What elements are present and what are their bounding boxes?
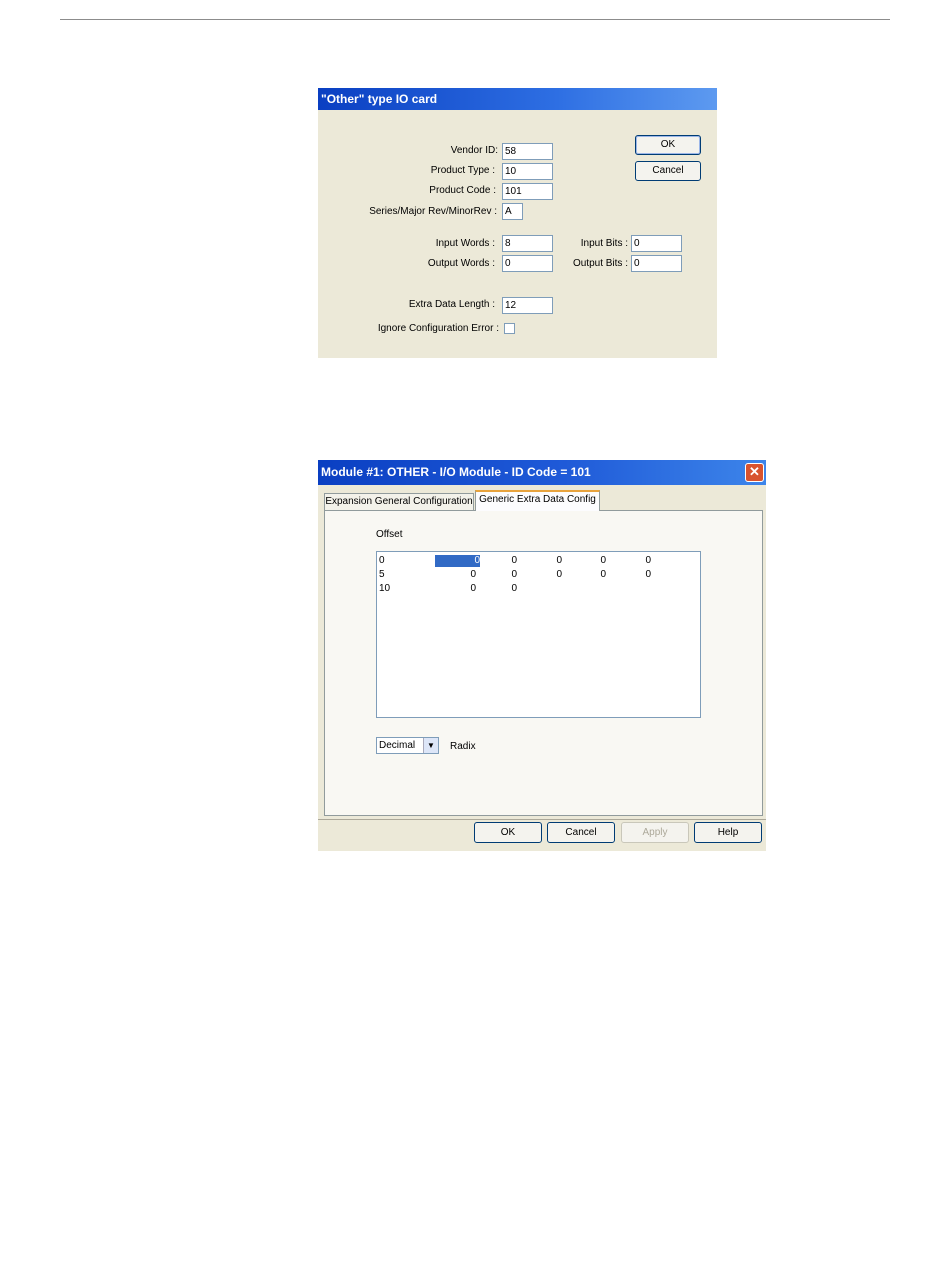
grid-cell[interactable]: 0	[600, 569, 606, 580]
tab-generic-extra-data-config[interactable]: Generic Extra Data Config	[475, 490, 600, 511]
dialog-title-bar	[318, 460, 766, 485]
extra-data-length-label: Extra Data Length :	[408, 299, 495, 310]
footer-divider	[318, 819, 766, 820]
extra-data-grid[interactable]	[376, 551, 701, 718]
other-type-io-card-dialog	[318, 88, 717, 358]
radix-select[interactable]	[376, 737, 439, 754]
grid-cell[interactable]: 0	[645, 569, 651, 580]
dialog-title-bar	[318, 88, 717, 110]
cancel-button[interactable]: Cancel	[635, 161, 701, 181]
grid-cell[interactable]: 0	[556, 555, 562, 566]
radix-label: Radix	[450, 741, 476, 752]
chevron-down-icon[interactable]: ▼	[423, 738, 438, 753]
row-offset: 0	[379, 555, 385, 566]
series-rev-field[interactable]: A	[502, 203, 523, 220]
output-words-label: Output Words :	[427, 258, 495, 269]
output-bits-field[interactable]: 0	[631, 255, 682, 272]
output-bits-label: Output Bits :	[572, 258, 628, 269]
grid-cell[interactable]: 0	[470, 583, 476, 594]
product-type-label: Product Type :	[430, 165, 495, 176]
grid-cell[interactable]: 0	[600, 555, 606, 566]
dialog-title: Module #1: OTHER - I/O Module - ID Code = 101	[321, 465, 591, 479]
product-code-field[interactable]: 101	[502, 183, 553, 200]
apply-button[interactable]: Apply	[621, 822, 689, 843]
cancel-button[interactable]: Cancel	[547, 822, 615, 843]
grid-cell[interactable]: 0	[511, 583, 517, 594]
tab-expansion-general-configuration[interactable]: Expansion General Configuration	[324, 493, 474, 511]
offset-label: Offset	[376, 529, 403, 540]
grid-cell[interactable]: 0	[511, 555, 517, 566]
module-config-dialog	[318, 460, 766, 851]
product-type-field[interactable]: 10	[502, 163, 553, 180]
product-code-label: Product Code :	[429, 185, 496, 196]
row-offset: 5	[379, 569, 385, 580]
input-words-label: Input Words :	[435, 238, 495, 249]
extra-data-length-field[interactable]: 12	[502, 297, 553, 314]
close-icon[interactable]: ✕	[745, 463, 764, 482]
dialog-title: "Other" type IO card	[321, 92, 438, 106]
input-bits-label: Input Bits :	[580, 238, 628, 249]
grid-cell[interactable]: 0	[556, 569, 562, 580]
ignore-config-error-label: Ignore Configuration Error :	[377, 323, 499, 334]
ignore-config-error-checkbox[interactable]	[504, 323, 515, 334]
help-button[interactable]: Help	[694, 822, 762, 843]
vendor-id-field[interactable]: 58	[502, 143, 553, 160]
vendor-id-label: Vendor ID:	[450, 145, 498, 156]
ok-button[interactable]: OK	[474, 822, 542, 843]
input-words-field[interactable]: 8	[502, 235, 553, 252]
input-bits-field[interactable]: 0	[631, 235, 682, 252]
row-offset: 10	[379, 583, 391, 594]
output-words-field[interactable]: 0	[502, 255, 553, 272]
grid-cell[interactable]: 0	[645, 555, 651, 566]
page-header-rule	[60, 19, 890, 20]
grid-cell[interactable]: 0	[435, 555, 480, 567]
series-rev-label: Series/Major Rev/MinorRev :	[369, 206, 497, 217]
ok-button[interactable]: OK	[635, 135, 701, 155]
grid-cell[interactable]: 0	[470, 569, 476, 580]
grid-cell[interactable]: 0	[511, 569, 517, 580]
radix-selected-value: Decimal	[379, 740, 416, 751]
